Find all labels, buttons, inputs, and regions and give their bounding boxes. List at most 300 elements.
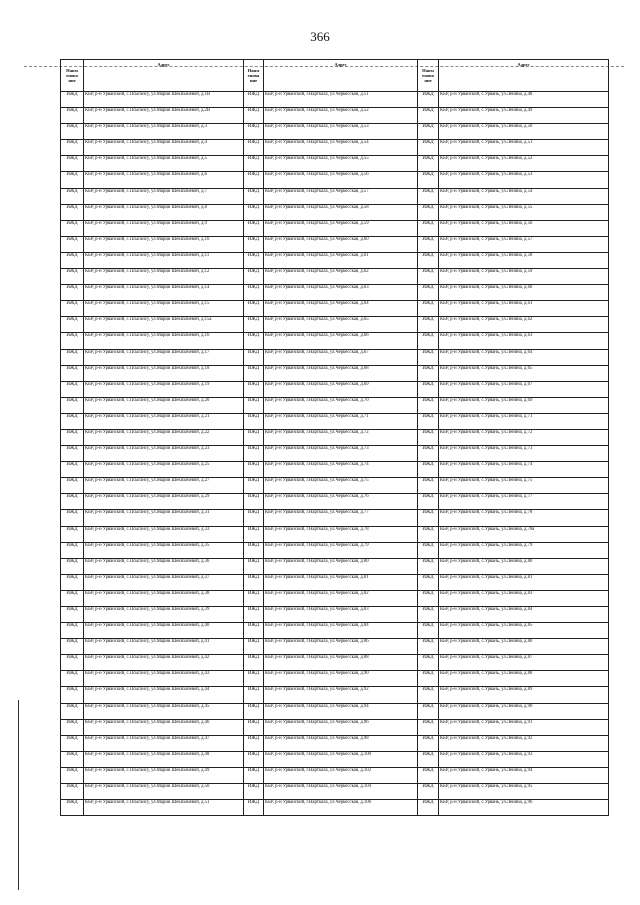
address-cell-3 bbox=[439, 108, 609, 124]
type-cell: ИЖД bbox=[61, 703, 84, 719]
address-prefix: КБР, р-н Урванский, г.Нарткала, ул.Черкесская, д. bbox=[265, 735, 364, 741]
address-cell-1 bbox=[84, 767, 244, 783]
house-number: 106 bbox=[363, 800, 371, 806]
address-prefix: КБР, р-н Урванский, с.Псыгансу, ул.Марии Шекихачевой, д. bbox=[85, 301, 205, 307]
house-number: 96 bbox=[363, 719, 369, 725]
type-cell: ИЖД bbox=[418, 574, 439, 590]
address-cell-3 bbox=[439, 285, 609, 301]
table-row bbox=[61, 252, 609, 268]
house-number: 81 bbox=[527, 574, 533, 580]
type-cell: ИЖД bbox=[418, 494, 439, 510]
address-prefix: КБР, р-н Урванский, с.Псыгансу, ул.Марии Шекихачевой, д. bbox=[85, 108, 205, 114]
house-number: 11 bbox=[204, 252, 210, 258]
address-prefix: КБР, р-н Урванский, г.Нарткала, ул.Черкесская, д. bbox=[265, 542, 364, 548]
type-cell: ИЖД bbox=[418, 655, 439, 671]
table-row bbox=[61, 317, 609, 333]
address-prefix: КБР, р-н Урванский, с.Урвань, ул.Ленина, д. bbox=[440, 655, 528, 661]
address-cell-3 bbox=[439, 623, 609, 639]
house-number: 61 bbox=[527, 301, 533, 307]
type-cell: ИЖД bbox=[244, 172, 264, 188]
house-number: 37 bbox=[204, 574, 210, 580]
house-number: 90 bbox=[527, 703, 533, 709]
address-prefix: КБР, р-н Урванский, г.Нарткала, ул.Черкесская, д. bbox=[265, 317, 364, 323]
address-prefix: КБР, р-н Урванский, с.Псыгансу, ул.Марии Шекихачевой, д. bbox=[85, 446, 205, 452]
type-cell: ИЖД bbox=[244, 301, 264, 317]
address-prefix: КБР, р-н Урванский, с.Псыгансу, ул.Марии Шекихачевой, д. bbox=[85, 607, 205, 612]
house-number: 78а bbox=[527, 526, 535, 532]
type-cell: ИЖД bbox=[418, 767, 439, 783]
house-number: 51 bbox=[363, 92, 369, 97]
address-prefix: КБР, р-н Урванский, с.Урвань, ул.Ленина, д. bbox=[440, 156, 528, 162]
address-prefix: КБР, р-н Урванский, с.Урвань, ул.Ленина, д. bbox=[440, 510, 528, 516]
table-row bbox=[61, 558, 609, 574]
type-cell: ИЖД bbox=[61, 236, 84, 252]
table-row bbox=[61, 156, 609, 172]
address-cell-1 bbox=[84, 623, 244, 639]
address-cell-2 bbox=[264, 172, 418, 188]
house-number: 84 bbox=[363, 623, 369, 629]
page-number: 366 bbox=[310, 29, 330, 44]
table-row bbox=[61, 92, 609, 108]
type-cell: ИЖД bbox=[418, 462, 439, 478]
table-row bbox=[61, 719, 609, 735]
house-number: 3 bbox=[204, 124, 208, 130]
address-prefix: КБР, р-н Урванский, с.Урвань, ул.Ленина, д. bbox=[440, 590, 528, 596]
address-prefix: КБР, р-н Урванский, с.Урвань, ул.Ленина, д. bbox=[440, 542, 528, 548]
address-cell-2 bbox=[264, 784, 418, 800]
address-cell-2 bbox=[264, 558, 418, 574]
table-row bbox=[61, 526, 609, 542]
type-cell: ИЖД bbox=[418, 92, 439, 108]
house-number: 83 bbox=[363, 607, 369, 612]
house-number: 57 bbox=[527, 236, 533, 242]
table-row bbox=[61, 478, 609, 494]
type-cell: ИЖД bbox=[244, 446, 264, 462]
type-cell: ИЖД bbox=[244, 188, 264, 204]
house-number: 29 bbox=[204, 494, 210, 500]
type-cell: ИЖД bbox=[244, 269, 264, 285]
house-number: 66 bbox=[363, 333, 369, 339]
address-prefix: КБР, р-н Урванский, с.Урвань, ул.Ленина, д. bbox=[440, 108, 528, 114]
address-prefix: КБР, р-н Урванский, с.Урвань, ул.Ленина, д. bbox=[440, 285, 528, 291]
address-cell-2 bbox=[264, 735, 418, 751]
type-cell: ИЖД bbox=[418, 333, 439, 349]
table-row bbox=[61, 220, 609, 236]
address-prefix: КБР, р-н Урванский, г.Нарткала, ул.Черкесская, д. bbox=[265, 285, 364, 291]
address-table bbox=[60, 59, 609, 816]
table-row bbox=[61, 574, 609, 590]
address-prefix: КБР, р-н Урванский, с.Урвань, ул.Ленина, д. bbox=[440, 558, 528, 564]
type-cell: ИЖД bbox=[418, 108, 439, 124]
house-number: 71 bbox=[527, 413, 533, 419]
address-prefix: КБР, р-н Урванский, с.Урвань, ул.Ленина, д. bbox=[440, 349, 528, 355]
address-cell-3 bbox=[439, 204, 609, 220]
type-cell: ИЖД bbox=[61, 140, 84, 156]
type-cell: ИЖД bbox=[61, 413, 84, 429]
house-number: 74 bbox=[527, 462, 533, 468]
table-row bbox=[61, 204, 609, 220]
house-number: 54 bbox=[363, 140, 369, 146]
address-prefix: КБР, р-н Урванский, с.Урвань, ул.Ленина, д. bbox=[440, 703, 528, 709]
type-cell: ИЖД bbox=[244, 365, 264, 381]
type-cell: ИЖД bbox=[244, 767, 264, 783]
table-row bbox=[61, 285, 609, 301]
type-cell: ИЖД bbox=[61, 397, 84, 413]
address-prefix: КБР, р-н Урванский, с.Урвань, ул.Ленина, д. bbox=[440, 607, 528, 612]
address-prefix: КБР, р-н Урванский, с.Урвань, ул.Ленина, д. bbox=[440, 397, 528, 403]
address-prefix: КБР, р-н Урванский, г.Нарткала, ул.Черкесская, д. bbox=[265, 558, 364, 564]
address-cell-1 bbox=[84, 462, 244, 478]
address-cell-1 bbox=[84, 735, 244, 751]
address-cell-3 bbox=[439, 703, 609, 719]
address-cell-2 bbox=[264, 800, 418, 816]
address-prefix: КБР, р-н Урванский, с.Урвань, ул.Ленина, д. bbox=[440, 317, 528, 323]
address-cell-2 bbox=[264, 494, 418, 510]
type-cell: ИЖД bbox=[61, 204, 84, 220]
house-number: 17 bbox=[204, 349, 210, 355]
house-number: 55 bbox=[527, 204, 533, 210]
address-cell-1 bbox=[84, 381, 244, 397]
address-prefix: КБР, р-н Урванский, г.Нарткала, ул.Черкесская, д. bbox=[265, 655, 364, 661]
address-cell-2 bbox=[264, 92, 418, 108]
house-number: 60 bbox=[363, 236, 369, 242]
address-cell-3 bbox=[439, 220, 609, 236]
house-number: 59 bbox=[527, 269, 533, 275]
type-cell: ИЖД bbox=[61, 655, 84, 671]
type-cell: ИЖД bbox=[61, 446, 84, 462]
type-cell: ИЖД bbox=[244, 655, 264, 671]
house-number: 77 bbox=[363, 510, 369, 516]
type-cell: ИЖД bbox=[418, 220, 439, 236]
table-row bbox=[61, 397, 609, 413]
house-number: 80 bbox=[363, 558, 369, 564]
type-cell: ИЖД bbox=[61, 285, 84, 301]
house-number: 94 bbox=[363, 703, 369, 709]
address-cell-1 bbox=[84, 172, 244, 188]
house-number: 51 bbox=[204, 800, 210, 806]
house-number: 35 bbox=[204, 542, 210, 548]
house-number: 57 bbox=[363, 188, 369, 194]
house-number: 48 bbox=[204, 751, 210, 757]
type-cell: ИЖД bbox=[244, 140, 264, 156]
address-prefix: КБР, р-н Урванский, с.Урвань, ул.Ленина, д. bbox=[440, 767, 528, 773]
address-prefix: КБР, р-н Урванский, г.Нарткала, ул.Черкесская, д. bbox=[265, 623, 364, 629]
house-number: 18 bbox=[204, 365, 210, 371]
type-cell: ИЖД bbox=[418, 429, 439, 445]
address-prefix: КБР, р-н Урванский, г.Нарткала, ул.Черкесская, д. bbox=[265, 381, 364, 387]
address-cell-2 bbox=[264, 317, 418, 333]
type-cell: ИЖД bbox=[61, 301, 84, 317]
house-number: 8 bbox=[204, 204, 208, 210]
table-row bbox=[61, 269, 609, 285]
address-prefix: КБР, р-н Урванский, с.Урвань, ул.Ленина, д. bbox=[440, 494, 528, 500]
address-prefix: КБР, р-н Урванский, с.Урвань, ул.Ленина, д. bbox=[440, 188, 528, 194]
address-prefix: КБР, р-н Урванский, с.Псыгансу, ул.Марии Шекихачевой, д. bbox=[85, 703, 205, 709]
type-cell: ИЖД bbox=[61, 381, 84, 397]
address-prefix: КБР, р-н Урванский, г.Нарткала, ул.Черкесская, д. bbox=[265, 446, 364, 452]
address-cell-2 bbox=[264, 429, 418, 445]
address-cell-2 bbox=[264, 767, 418, 783]
address-cell-2 bbox=[264, 590, 418, 606]
type-cell: ИЖД bbox=[61, 784, 84, 800]
type-cell: ИЖД bbox=[61, 542, 84, 558]
house-number: 75 bbox=[363, 478, 369, 484]
type-cell: ИЖД bbox=[418, 623, 439, 639]
type-cell: ИЖД bbox=[244, 719, 264, 735]
address-prefix: КБР, р-н Урванский, с.Урвань, ул.Ленина, д. bbox=[440, 623, 528, 629]
address-cell-1 bbox=[84, 687, 244, 703]
house-number: 63 bbox=[363, 285, 369, 291]
house-number: 20 bbox=[204, 397, 210, 403]
address-prefix: КБР, р-н Урванский, с.Псыгансу, ул.Марии Шекихачевой, д. bbox=[85, 494, 205, 500]
address-prefix: КБР, р-н Урванский, с.Псыгансу, ул.Марии Шекихачевой, д. bbox=[85, 510, 205, 516]
address-prefix: КБР, р-н Урванский, с.Псыгансу, ул.Марии Шекихачевой, д. bbox=[85, 317, 205, 323]
address-cell-3 bbox=[439, 188, 609, 204]
address-prefix: КБР, р-н Урванский, г.Нарткала, ул.Черкесская, д. bbox=[265, 204, 364, 210]
address-prefix: КБР, р-н Урванский, с.Урвань, ул.Ленина, д. bbox=[440, 800, 528, 806]
house-number: 58 bbox=[363, 204, 369, 210]
address-prefix: КБР, р-н Урванский, с.Урвань, ул.Ленина, д. bbox=[440, 751, 528, 757]
house-number: 15а bbox=[204, 317, 212, 323]
address-cell-2 bbox=[264, 671, 418, 687]
house-number: 87 bbox=[527, 655, 533, 661]
address-prefix: КБР, р-н Урванский, г.Нарткала, ул.Черкесская, д. bbox=[265, 92, 364, 97]
address-cell-3 bbox=[439, 687, 609, 703]
address-prefix: КБР, р-н Урванский, с.Псыгансу, ул.Марии Шекихачевой, д. bbox=[85, 236, 205, 242]
address-cell-3 bbox=[439, 494, 609, 510]
type-cell: ИЖД bbox=[244, 124, 264, 140]
table-row bbox=[61, 510, 609, 526]
table-row bbox=[61, 462, 609, 478]
type-cell: ИЖД bbox=[61, 574, 84, 590]
type-cell: ИЖД bbox=[61, 365, 84, 381]
address-cell-1 bbox=[84, 429, 244, 445]
address-cell-3 bbox=[439, 590, 609, 606]
type-cell: ИЖД bbox=[244, 108, 264, 124]
house-number: 50 bbox=[527, 124, 533, 130]
address-cell-3 bbox=[439, 301, 609, 317]
house-number: 69 bbox=[527, 397, 533, 403]
house-number: 46 bbox=[204, 719, 210, 725]
table-row bbox=[61, 494, 609, 510]
address-cell-2 bbox=[264, 252, 418, 268]
address-cell-3 bbox=[439, 510, 609, 526]
address-cell-2 bbox=[264, 301, 418, 317]
house-number: 55 bbox=[363, 156, 369, 162]
house-number: 45 bbox=[204, 703, 210, 709]
table-row bbox=[61, 735, 609, 751]
address-cell-2 bbox=[264, 719, 418, 735]
house-number: 78 bbox=[363, 526, 369, 532]
address-cell-3 bbox=[439, 349, 609, 365]
table-row bbox=[61, 429, 609, 445]
address-prefix: КБР, р-н Урванский, г.Нарткала, ул.Черкесская, д. bbox=[265, 140, 364, 146]
type-cell: ИЖД bbox=[244, 204, 264, 220]
house-number: 73 bbox=[363, 446, 369, 452]
house-number: 94 bbox=[527, 767, 533, 773]
type-cell: ИЖД bbox=[244, 397, 264, 413]
address-cell-3 bbox=[439, 784, 609, 800]
address-prefix: КБР, р-н Урванский, с.Урвань, ул.Ленина, д. bbox=[440, 687, 528, 693]
address-cell-3 bbox=[439, 413, 609, 429]
address-prefix: КБР, р-н Урванский, с.Псыгансу, ул.Марии Шекихачевой, д. bbox=[85, 220, 205, 226]
house-number: 2В bbox=[204, 108, 211, 114]
house-number: 43 bbox=[204, 671, 210, 677]
address-cell-1 bbox=[84, 156, 244, 172]
house-number: 102 bbox=[363, 767, 371, 773]
address-cell-1 bbox=[84, 92, 244, 108]
type-cell: ИЖД bbox=[244, 494, 264, 510]
address-cell-2 bbox=[264, 446, 418, 462]
address-cell-2 bbox=[264, 365, 418, 381]
type-cell: ИЖД bbox=[244, 558, 264, 574]
table-row bbox=[61, 607, 609, 623]
address-prefix: КБР, р-н Урванский, г.Нарткала, ул.Черкесская, д. bbox=[265, 397, 364, 403]
table-row bbox=[61, 671, 609, 687]
house-number: 68 bbox=[363, 365, 369, 371]
address-prefix: КБР, р-н Урванский, г.Нарткала, ул.Черкесская, д. bbox=[265, 188, 364, 194]
address-prefix: КБР, р-н Урванский, с.Псыгансу, ул.Марии Шекихачевой, д. bbox=[85, 462, 205, 468]
house-number: 49 bbox=[527, 108, 533, 114]
address-prefix: КБР, р-н Урванский, г.Нарткала, ул.Черкесская, д. bbox=[265, 108, 364, 114]
address-prefix: КБР, р-н Урванский, с.Урвань, ул.Ленина, д. bbox=[440, 413, 528, 419]
house-number: 38 bbox=[204, 590, 210, 596]
type-cell: ИЖД bbox=[244, 220, 264, 236]
address-prefix: КБР, р-н Урванский, г.Нарткала, ул.Черкесская, д. bbox=[265, 590, 364, 596]
address-prefix: КБР, р-н Урванский, с.Псыгансу, ул.Марии Шекихачевой, д. bbox=[85, 800, 205, 806]
address-cell-2 bbox=[264, 687, 418, 703]
type-cell: ИЖД bbox=[61, 349, 84, 365]
address-cell-3 bbox=[439, 252, 609, 268]
table-row bbox=[61, 381, 609, 397]
address-prefix: КБР, р-н Урванский, с.Урвань, ул.Ленина, д. bbox=[440, 462, 528, 468]
address-cell-3 bbox=[439, 767, 609, 783]
address-cell-1 bbox=[84, 751, 244, 767]
address-prefix: КБР, р-н Урванский, с.Урвань, ул.Ленина, д. bbox=[440, 381, 528, 387]
type-cell: ИЖД bbox=[244, 413, 264, 429]
house-number: 9 bbox=[204, 220, 208, 226]
house-number: 72 bbox=[527, 429, 533, 435]
scan-edge-line bbox=[18, 700, 19, 890]
address-cell-3 bbox=[439, 607, 609, 623]
address-prefix: КБР, р-н Урванский, с.Псыгансу, ул.Марии Шекихачевой, д. bbox=[85, 413, 205, 419]
address-cell-3 bbox=[439, 526, 609, 542]
address-cell-3 bbox=[439, 140, 609, 156]
address-cell-2 bbox=[264, 478, 418, 494]
type-cell: ИЖД bbox=[244, 429, 264, 445]
type-cell: ИЖД bbox=[61, 751, 84, 767]
address-prefix: КБР, р-н Урванский, с.Урвань, ул.Ленина, д. bbox=[440, 92, 528, 97]
address-prefix: КБР, р-н Урванский, с.Урвань, ул.Ленина, д. bbox=[440, 269, 528, 275]
address-prefix: КБР, р-н Урванский, г.Нарткала, ул.Черкесская, д. bbox=[265, 301, 364, 307]
house-number: 62 bbox=[527, 317, 533, 323]
address-cell-1 bbox=[84, 655, 244, 671]
address-prefix: КБР, р-н Урванский, г.Нарткала, ул.Черкесская, д. bbox=[265, 751, 364, 757]
house-number: 88 bbox=[363, 655, 369, 661]
address-cell-1 bbox=[84, 542, 244, 558]
house-number: 14 bbox=[204, 285, 210, 291]
type-cell: ИЖД bbox=[244, 574, 264, 590]
type-cell: ИЖД bbox=[244, 800, 264, 816]
address-cell-3 bbox=[439, 92, 609, 108]
house-number: 79 bbox=[363, 542, 369, 548]
type-cell: ИЖД bbox=[61, 462, 84, 478]
header-address-1: Адрес bbox=[84, 60, 244, 92]
address-prefix: КБР, р-н Урванский, г.Нарткала, ул.Черкесская, д. bbox=[265, 349, 364, 355]
type-cell: ИЖД bbox=[418, 124, 439, 140]
type-cell: ИЖД bbox=[418, 526, 439, 542]
type-cell: ИЖД bbox=[244, 703, 264, 719]
address-prefix: КБР, р-н Урванский, с.Урвань, ул.Ленина, д. bbox=[440, 333, 528, 339]
address-prefix: КБР, р-н Урванский, с.Урвань, ул.Ленина, д. bbox=[440, 639, 528, 645]
house-number: 41 bbox=[204, 639, 210, 645]
address-prefix: КБР, р-н Урванский, г.Нарткала, ул.Черкесская, д. bbox=[265, 687, 364, 693]
address-cell-2 bbox=[264, 397, 418, 413]
house-number: 78 bbox=[527, 510, 533, 516]
type-cell: ИЖД bbox=[61, 623, 84, 639]
type-cell: ИЖД bbox=[418, 156, 439, 172]
address-cell-1 bbox=[84, 301, 244, 317]
house-number: 96 bbox=[527, 800, 533, 806]
house-number: 52 bbox=[363, 108, 369, 114]
address-prefix: КБР, р-н Урванский, с.Урвань, ул.Ленина, д. bbox=[440, 220, 528, 226]
address-prefix: КБР, р-н Урванский, с.Урвань, ул.Ленина, д. bbox=[440, 140, 528, 146]
house-number: 53 bbox=[527, 172, 533, 178]
address-cell-3 bbox=[439, 317, 609, 333]
house-number: 7 bbox=[204, 188, 208, 194]
address-cell-3 bbox=[439, 397, 609, 413]
address-prefix: КБР, р-н Урванский, г.Нарткала, ул.Черкесская, д. bbox=[265, 703, 364, 709]
address-cell-3 bbox=[439, 429, 609, 445]
address-prefix: КБР, р-н Урванский, г.Нарткала, ул.Черкесская, д. bbox=[265, 156, 364, 162]
type-cell: ИЖД bbox=[61, 172, 84, 188]
type-cell: ИЖД bbox=[244, 317, 264, 333]
address-prefix: КБР, р-н Урванский, г.Нарткала, ул.Черкесская, д. bbox=[265, 413, 364, 419]
house-number: 69 bbox=[363, 381, 369, 387]
address-cell-1 bbox=[84, 478, 244, 494]
address-cell-2 bbox=[264, 140, 418, 156]
address-cell-2 bbox=[264, 607, 418, 623]
address-prefix: КБР, р-н Урванский, с.Псыгансу, ул.Марии Шекихачевой, д. bbox=[85, 719, 205, 725]
address-prefix: КБР, р-н Урванский, с.Урвань, ул.Ленина, д. bbox=[440, 124, 528, 130]
address-prefix: КБР, р-н Урванский, с.Псыгансу, ул.Марии Шекихачевой, д. bbox=[85, 124, 205, 130]
address-cell-3 bbox=[439, 462, 609, 478]
house-number: 48 bbox=[527, 92, 533, 97]
type-cell: ИЖД bbox=[244, 671, 264, 687]
type-cell: ИЖД bbox=[418, 236, 439, 252]
address-cell-2 bbox=[264, 236, 418, 252]
house-number: 76 bbox=[363, 494, 369, 500]
table-row bbox=[61, 172, 609, 188]
address-prefix: КБР, р-н Урванский, с.Псыгансу, ул.Марии Шекихачевой, д. bbox=[85, 478, 205, 484]
address-cell-1 bbox=[84, 413, 244, 429]
address-cell-2 bbox=[264, 108, 418, 124]
house-number: 53 bbox=[363, 124, 369, 130]
address-prefix: КБР, р-н Урванский, с.Урвань, ул.Ленина, д. bbox=[440, 719, 528, 725]
address-prefix: КБР, р-н Урванский, с.Урвань, ул.Ленина, д. bbox=[440, 236, 528, 242]
house-number: 104 bbox=[363, 784, 371, 790]
address-cell-3 bbox=[439, 639, 609, 655]
type-cell: ИЖД bbox=[244, 687, 264, 703]
house-number: 10 bbox=[204, 236, 210, 242]
address-prefix: КБР, р-н Урванский, с.Псыгансу, ул.Марии Шекихачевой, д. bbox=[85, 269, 205, 275]
house-number: 1В bbox=[204, 92, 211, 97]
address-cell-2 bbox=[264, 462, 418, 478]
address-prefix: КБР, р-н Урванский, с.Псыгансу, ул.Марии Шекихачевой, д. bbox=[85, 156, 205, 162]
address-cell-2 bbox=[264, 639, 418, 655]
address-prefix: КБР, р-н Урванский, с.Псыгансу, ул.Марии Шекихачевой, д. bbox=[85, 204, 205, 210]
address-cell-2 bbox=[264, 285, 418, 301]
